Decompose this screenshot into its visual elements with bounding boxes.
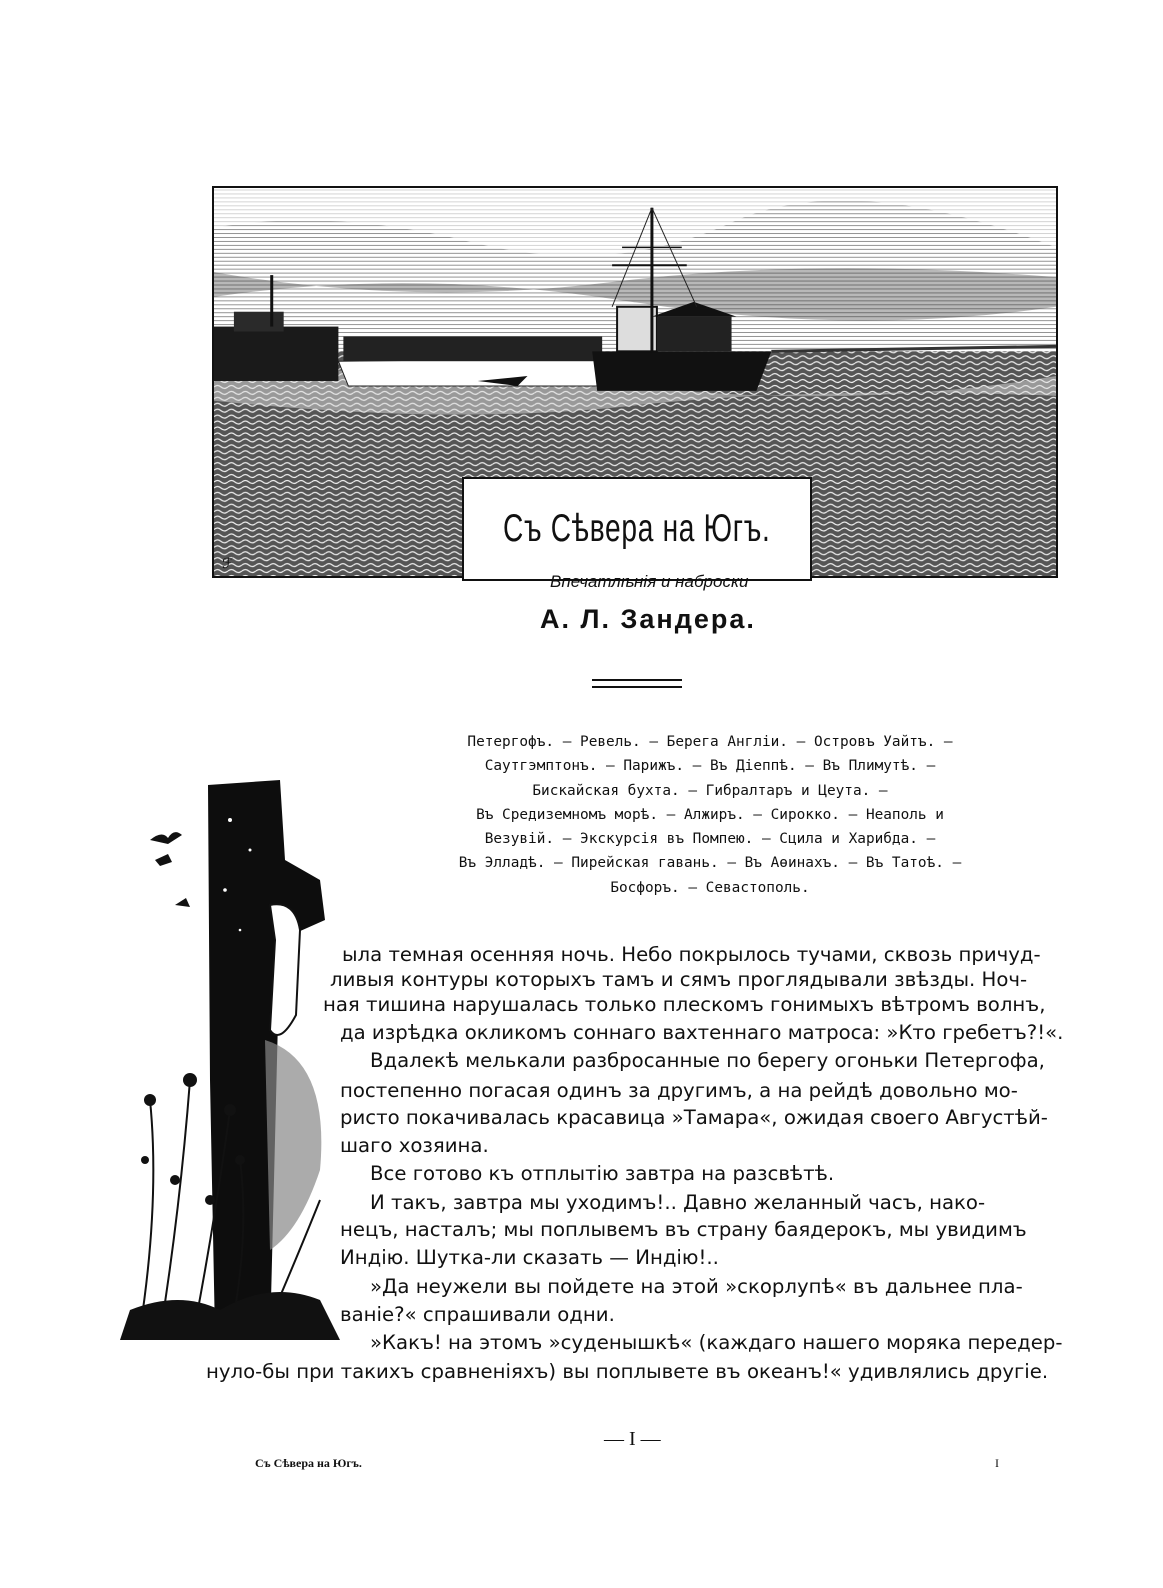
body-line [340, 1079, 1047, 1102]
double-rule-divider [592, 679, 682, 688]
svg-text:ℱ: ℱ [221, 556, 233, 573]
body-line [340, 1246, 719, 1269]
chapter-contents [400, 730, 1020, 900]
contents-line: Въ Элладѣ. — Пирейская гавань. — Въ Аѳинахъ. — Въ Татоѣ. — [458, 855, 962, 872]
body-line-text: Все готово къ отплытію завтра на разсвѣтѣ. [370, 1162, 835, 1185]
body-line-text: »Да неужели вы пойдете на этой »скорлупѣ« въ дальнее пла- [370, 1275, 1023, 1298]
contents-line: Въ Средиземномъ морѣ. — Алжиръ. — Сирокко. — Неаполь и [476, 806, 944, 823]
body-line [370, 1331, 1063, 1354]
body-line [206, 1360, 1047, 1383]
signature-mark: I [995, 1456, 999, 1470]
body-line-text: Вдалекѣ мелькали разбросанные по берегу огоньки Петергофа, [370, 1049, 1045, 1072]
body-line-text: нецъ, насталъ; мы поплывемъ въ страну баядерокъ, мы увидимъ [340, 1218, 1027, 1241]
body-line-text: Индію. Шутка-ли сказать — Индію!.. [340, 1246, 719, 1269]
body-line [340, 1218, 1047, 1241]
body-line-text: постепенно погасая одинъ за другимъ, а на рейдѣ довольно мо- [340, 1079, 1018, 1102]
body-line [370, 1191, 1047, 1214]
contents-line: Везувій. — Экскурсія въ Помпею. — Сцила и Харибда. — [484, 831, 936, 848]
body-line-text: ливыя контуры которыхъ тамъ и сямъ проглядывали звѣзды. Ноч- [330, 968, 1028, 991]
body-line [340, 1021, 1064, 1044]
title-box [462, 477, 812, 581]
body-line-text: »Какъ! на этомъ »суденышкѣ« (каждаго нашего моряка передер- [370, 1331, 1063, 1354]
body-line [342, 943, 1047, 966]
body-line [370, 1162, 834, 1185]
article-subtitle: Впечатлѣнія и наброски [550, 572, 749, 591]
running-title: Съ Сѣвера на Югъ. [255, 1456, 362, 1470]
body-line [340, 1303, 615, 1326]
body-line [323, 993, 1047, 1016]
body-line-text: ная тишина нарушалась только плескомъ гонимыхъ вѣтромъ волнъ, [323, 993, 1046, 1016]
body-line-text: да изрѣдка окликомъ соннаго вахтеннаго матроса: »Кто гребетъ?!«. [340, 1021, 1064, 1044]
decorative-initial-illustration [120, 780, 345, 1345]
page-number: — I — [604, 1428, 661, 1450]
contents-line: Петергофъ. — Ревель. — Берега Англіи. — Островъ Уайтъ. — [467, 734, 953, 750]
body-line [330, 968, 1047, 991]
body-line [370, 1049, 1047, 1072]
body-line [340, 1134, 489, 1157]
body-line-text: ыла темная осенняя ночь. Небо покрылось тучами, сквозь причуд- [342, 943, 1041, 966]
body-line-text: И такъ, завтра мы уходимъ!.. Давно желанный часъ, нако- [370, 1191, 986, 1214]
body-line-text: ваніе?« спрашивали одни. [340, 1303, 615, 1326]
contents-line: Саутгэмптонъ. — Парижъ. — Въ Діеппѣ. — Въ Плимутѣ. — [484, 758, 936, 775]
contents-line: Босфоръ. — Севастополь. [610, 879, 810, 896]
body-line [340, 1106, 1047, 1129]
body-line-text: шаго хозяина. [340, 1134, 489, 1157]
contents-line: Бискайская бухта. — Гибралтаръ и Цеута. — [532, 782, 888, 799]
body-line-text: нуло-бы при такихъ сравненіяхъ) вы поплывете въ океанъ!« удивлялись другіе. [206, 1360, 1049, 1383]
body-line-text: ристо покачивалась красавица »Тамара«, ожидая своего Августѣй- [340, 1106, 1048, 1129]
body-line [370, 1275, 1047, 1298]
article-title: Съ Сѣвера на Югъ. [503, 507, 771, 550]
article-author: А. Л. Зандера. [540, 604, 756, 634]
